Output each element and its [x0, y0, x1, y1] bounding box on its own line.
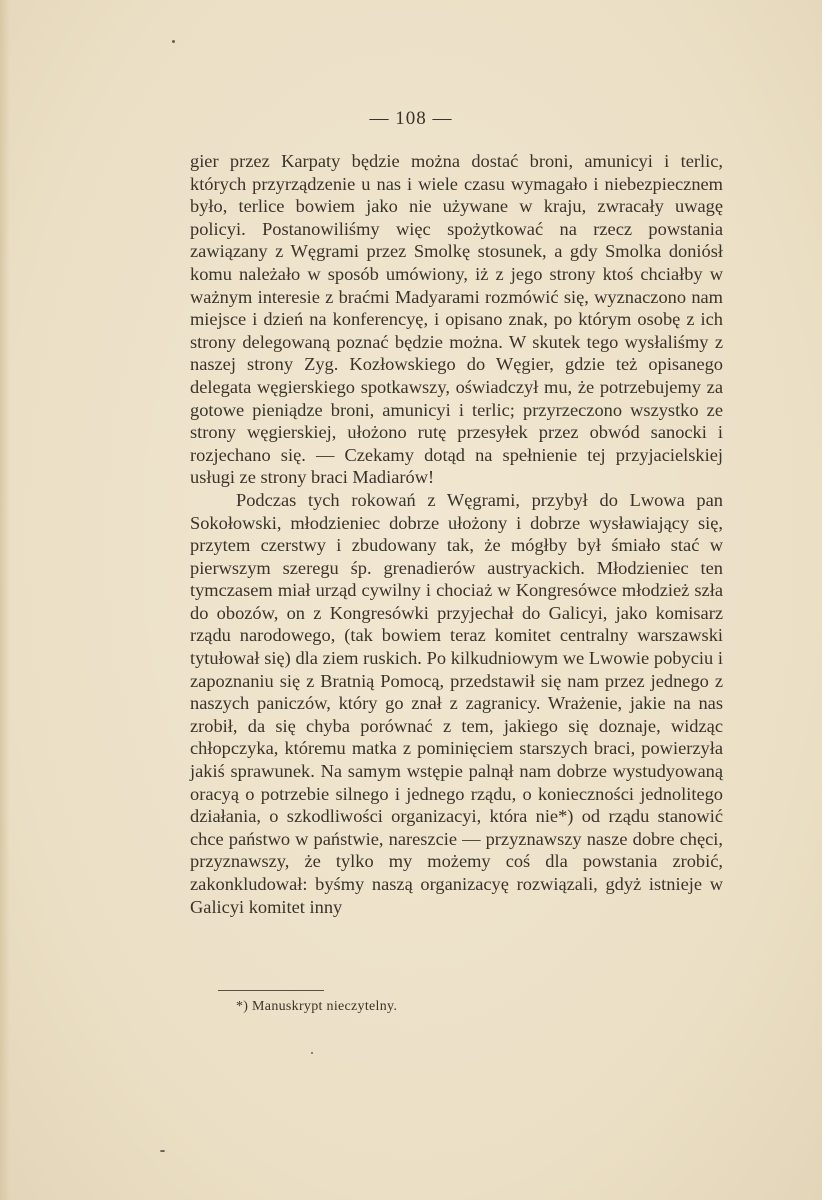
paper-speck: [311, 1052, 313, 1054]
paper-speck: [172, 40, 175, 43]
body-text: [190, 150, 723, 918]
page-edge-shadow: [0, 0, 10, 1200]
footnote: *) Manuskrypt nieczytelny.: [236, 999, 398, 1014]
paragraph-2: Podczas tych rokowań z Węgrami, przybył do Lwowa pan Sokołowski, młodzieniec dobrze ułożony i dobrze wysławiający się, przytem czerstwy i zbudowany tak, że mógłby był śmiało stać w pierwszym szeregu śp. grenadierów austryackich. Młodzieniec ten tymczasem miał urząd cywilny i chociaż w Kongresówce młodzież szła do obozów, on z Kongresówki przyjechał do Galicyi, jako komisarz rządu narodowego, (tak bowiem teraz komitet centralny warszawski tytułował się) dla ziem ruskich. Po kilkudniowym we Lwowie pobyciu i zapoznaniu się z Bratnią Pomocą, przedstawił się nam przez jednego z naszych paniczów, który go znał z zagranicy. Wrażenie, jakie na nas zrobił, da się chyba porównać z tem, jakiego się doznaje, widząc chłopczyka, któremu matka z pominięciem starszych braci, powierzyła jakiś sprawunek. Na samym wstępie palnął nam dobrze wystudyowaną oracyą o potrzebie silnego i jednego rządu, o konieczności jednolitego działania, o szkodliwości organizacyi, która nie*) od rządu stanowić chce państwo w państwie, nareszcie — przyznawszy nasze dobre chęci, przyznawszy, że tylko my możemy coś dla powstania zrobić, zakonkludował: byśmy naszą organizacyę rozwiązali, gdyż istnieje w Galicyi komitet inny: [190, 489, 723, 917]
page-number: — 108 —: [369, 108, 453, 129]
footnote-divider: [218, 990, 324, 991]
paper-speck: [160, 1150, 165, 1152]
paragraph-1: gier przez Karpaty będzie można dostać broni, amunicyi i terlic, których przyrządzenie u nas i wiele czasu wymagało i niebezpiecznem było, terlice bowiem jako nie używane w kraju, zwracały uwagę policyi. Postanowiliśmy więc spożytkować na rzecz powstania zawiązany z Węgrami przez Smolkę stosunek, a gdy Smolka doniósł komu należało w sposób umówiony, iż z jego strony ktoś chciałby w ważnym interesie z braćmi Madyarami rozmówić się, wyznaczono nam miejsce i dzień na konferencyę, i opisano znak, po którym osobę z ich strony delegowaną poznać będzie można. W skutek tego wysłaliśmy z naszej strony Zyg. Kozłowskiego do Węgier, gdzie też opisanego delegata węgierskiego spotkawszy, oświadczył mu, że potrzebujemy za gotowe pieniądze broni, amunicyi i terlic; przyrzeczono wszystko ze strony węgierskiej, ułożono rutę przesyłek przez obwód sanocki i rozjechano się. — Czekamy dotąd na spełnienie tej przyjacielskiej usługi ze strony braci Madiarów!: [190, 151, 723, 488]
